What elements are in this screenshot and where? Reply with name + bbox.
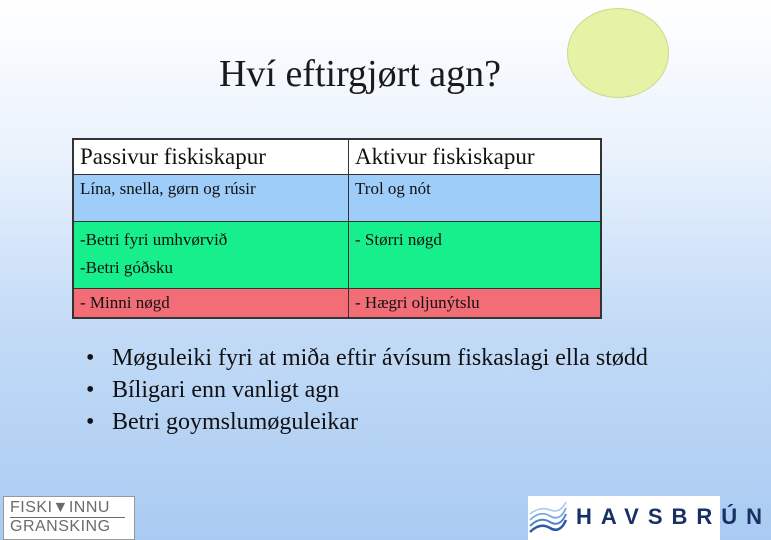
bullet-text: Bíligari enn vanligt agn — [112, 377, 340, 403]
wave-icon — [528, 498, 568, 538]
table-header-row — [73, 139, 601, 175]
logo-line-bottom: GRANSKING — [10, 518, 111, 535]
table-header-active: Aktivur fiskiskapur — [349, 139, 602, 175]
bullet-item — [86, 376, 686, 404]
table-cell: - Størri nøgd — [349, 222, 602, 289]
table-row — [73, 222, 601, 289]
table-cell: - Minni nøgd — [73, 289, 349, 319]
bullet-dot-icon: • — [86, 377, 95, 403]
fiskivinnu-gransking-logo — [3, 496, 135, 540]
table-cell: Lína, snella, gørn og rúsir — [73, 175, 349, 222]
table-header-passive: Passivur fiskiskapur — [73, 139, 349, 175]
table-cell-line: -Betri fyri umhvørvið — [80, 230, 228, 249]
havsbrun-wordmark: HAVSBRÚN — [576, 504, 771, 529]
bullet-dot-icon: • — [86, 409, 95, 435]
havsbrun-logo — [528, 496, 771, 540]
bullet-dot-icon: • — [86, 345, 95, 371]
bullet-text: Betri goymslumøguleikar — [112, 409, 358, 435]
bullet-item — [86, 344, 686, 372]
table-cell-line: -Betri góðsku — [80, 258, 174, 277]
bullet-text: Møguleiki fyri at miða eftir ávísum fiskaslagi ella stødd — [112, 345, 648, 371]
comparison-table — [72, 138, 602, 319]
table-cell: - Hægri oljunýtslu — [349, 289, 602, 319]
slide-title: Hví eftirgjørt agn? — [218, 53, 502, 95]
logo-line-top: FISKI▼INNU — [10, 499, 110, 516]
bullet-item — [86, 408, 686, 436]
bullet-list — [86, 344, 686, 440]
table-cell — [73, 222, 349, 289]
table-cell: Trol og nót — [349, 175, 602, 222]
table-row — [73, 289, 601, 319]
table-row — [73, 175, 601, 222]
